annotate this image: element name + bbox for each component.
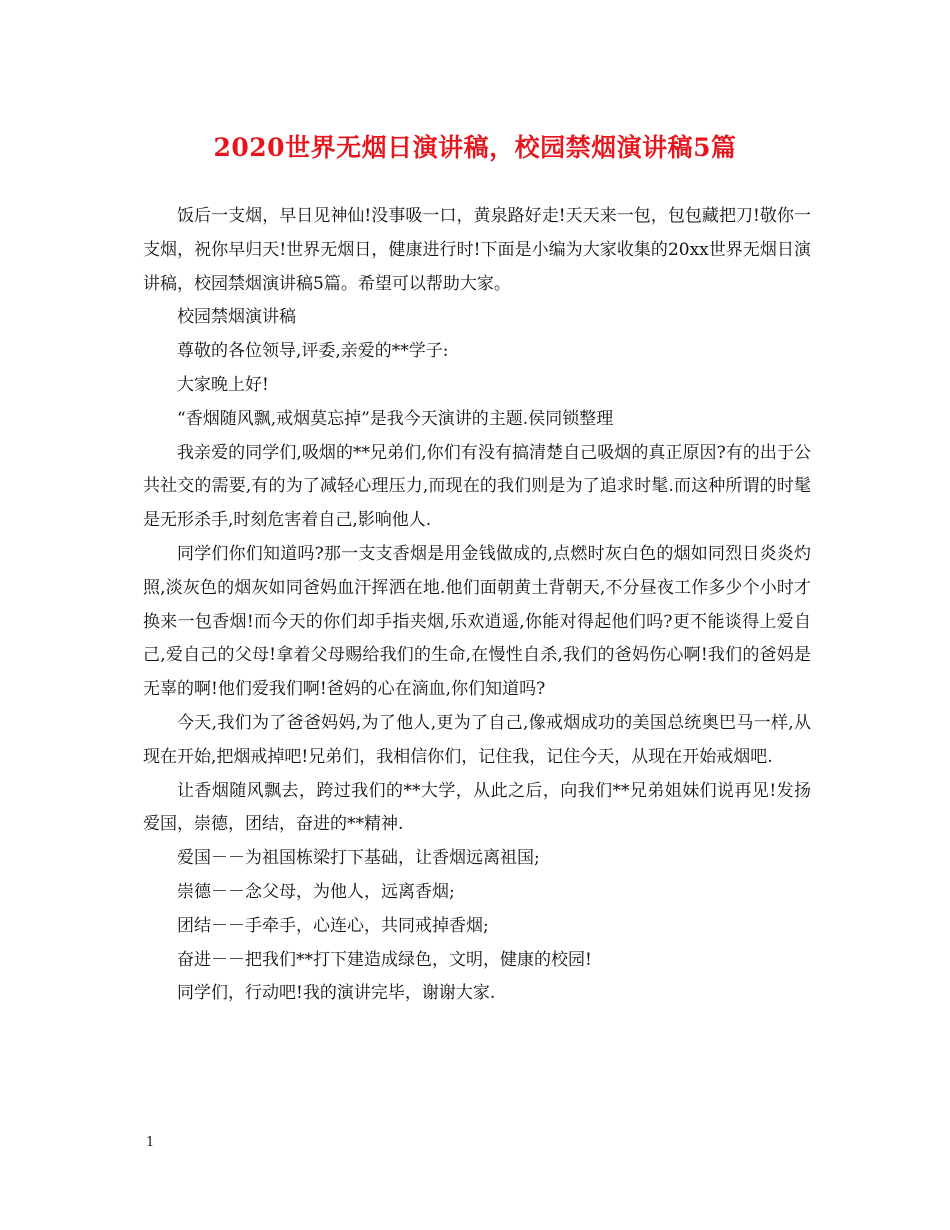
page-number: 1 <box>146 1135 155 1150</box>
document-body <box>143 200 811 1011</box>
paragraph-salutation: 尊敬的各位领导,评委,亲爱的**学子: <box>177 341 449 362</box>
paragraph-body-1: 我亲爱的同学们,吸烟的**兄弟们,你们有没有搞清楚自己吸烟的真正原因?有的出于公共社交的需要,有的为了减轻心理压力,而现在的我们则是为了追求时髦.而这种所谓的时髦是无形杀手,时刻危害着自己,影响他人. <box>143 442 811 531</box>
paragraph-theme: “香烟随风飘,戒烟莫忘掉”是我今天演讲的主题.侯同锁整理 <box>177 408 614 429</box>
paragraph-motto-unity: 团结－－手牵手，心连心，共同戒掉香烟; <box>177 915 489 936</box>
page-title: 2020世界无烟日演讲稿，校园禁烟演讲稿5篇 <box>213 133 737 162</box>
paragraph-body-3: 今天,我们为了爸爸妈妈,为了他人,更为了自己,像戒烟成功的美国总统奥巴马一样,从现在开始,把烟戒掉吧!兄弟们，我相信你们，记住我，记住今天，从现在开始戒烟吧. <box>143 712 811 767</box>
paragraph-speech-heading: 校园禁烟演讲稿 <box>177 307 296 328</box>
paragraph-motto-progress: 奋进－－把我们**打下建造成绿色，文明，健康的校园! <box>177 949 592 970</box>
paragraph-intro: 饭后一支烟，早日见神仙!没事吸一口，黄泉路好走!天天来一包，包包藏把刀!敬你一支烟，祝你早归天!世界无烟日，健康进行时!下面是小编为大家收集的20xx世界无烟日演讲稿，校园禁烟演讲稿5篇。希望可以帮助大家。 <box>143 206 811 294</box>
paragraph-motto-patriotism: 爱国－－为祖国栋梁打下基础，让香烟远离祖国; <box>177 848 540 869</box>
paragraph-motto-virtue: 崇德－－念父母，为他人，远离香烟; <box>177 881 455 902</box>
paragraph-body-4: 让香烟随风飘去，跨过我们的**大学，从此之后，向我们**兄弟姐妹们说再见!发扬爱国，崇德，团结，奋进的**精神. <box>143 780 811 835</box>
paragraph-greeting: 大家晚上好! <box>177 374 269 395</box>
paragraph-body-2: 同学们你们知道吗?那一支支香烟是用金钱做成的,点燃时灰白色的烟如同烈日炎炎灼照,淡灰色的烟灰如同爸妈血汗挥洒在地.他们面朝黄土背朝天,不分昼夜工作多少个小时才换来一包香烟!而今天的你们却手指夹烟,乐欢逍遥,你能对得起他们吗?更不能谈得上爱自己,爱自己的父母!拿着父母赐给我们的生命,在慢性自杀,我们的爸妈伤心啊!我们的爸妈是无辜的啊!他们爱我们啊!爸妈的心在滴血,你们知道吗? <box>143 543 811 700</box>
paragraph-closing: 同学们，行动吧!我的演讲完毕，谢谢大家. <box>177 983 496 1004</box>
